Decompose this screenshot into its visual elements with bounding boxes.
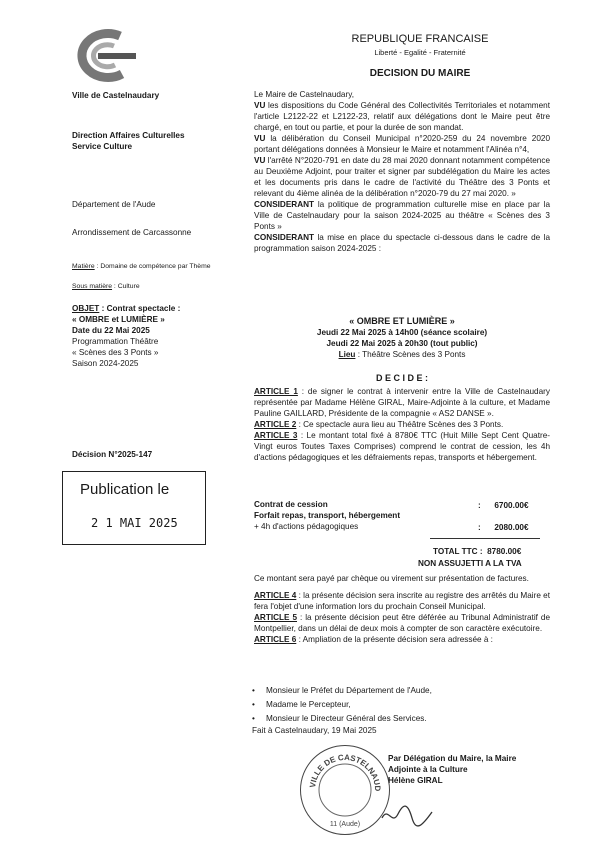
cost-line-2-value: : 2080.00€ bbox=[478, 523, 529, 532]
show-block bbox=[254, 316, 550, 360]
article-text: : Ce spectacle aura lieu au Théâtre Scènes des 3 Ponts. bbox=[296, 420, 504, 429]
departement: Département de l'Aude bbox=[72, 200, 156, 209]
objet-label: OBJET bbox=[72, 304, 100, 313]
city-logo bbox=[70, 26, 140, 84]
republique: REPUBLIQUE FRANCAISE bbox=[351, 33, 489, 45]
seal-text: VILLE DE CASTELNAUD bbox=[308, 752, 383, 792]
cost-label: + 4h d'actions pédagogiques bbox=[254, 522, 359, 531]
article-label: ARTICLE 4 bbox=[254, 591, 297, 600]
decision-title: DECISION DU MAIRE bbox=[369, 68, 471, 79]
prog-line: « Scènes des 3 Ponts » bbox=[72, 348, 159, 357]
show-date: Jeudi 22 Mai 2025 à 14h00 (séance scolaire) bbox=[316, 328, 488, 337]
article-label: ARTICLE 1 bbox=[254, 387, 298, 396]
signature-line: Adjointe à la Culture bbox=[388, 765, 468, 774]
list-item bbox=[252, 699, 548, 710]
service-line: Service Culture bbox=[72, 142, 133, 151]
article-label: ARTICLE 5 bbox=[254, 613, 298, 622]
devise: Liberté - Egalité - Fraternité bbox=[374, 48, 466, 57]
article-label: ARTICLE 6 bbox=[254, 635, 297, 644]
vu-text: la délibération du Conseil Municipal n°2020-259 du 24 novembre 2020 portant délégations données à Monsieur le Maire et notamment l'Alinéa n°4, bbox=[254, 134, 550, 154]
bullet-icon: • bbox=[252, 700, 255, 709]
direction-line: Direction Affaires Culturelles bbox=[72, 131, 185, 140]
show-date: Jeudi 22 Mai 2025 à 20h30 (tout public) bbox=[326, 339, 478, 348]
seal-bottom: 11 (Aude) bbox=[329, 821, 361, 828]
article-label: ARTICLE 2 bbox=[254, 420, 297, 429]
svg-text:VILLE DE CASTELNAUDARY bbox=[301, 746, 382, 792]
payment-note: Ce montant sera payé par chèque ou virement sur présentation de factures. bbox=[254, 574, 529, 583]
cost-line-2-label bbox=[254, 510, 400, 532]
vu-text: les dispositions du Code Général des Collectivités Territoriales et notamment l'article L2122-22 et L2122-23, relatif aux délégations dont le Maire peut être chargé, en tout ou partie, et pour la durée de son mandat. bbox=[254, 101, 550, 132]
total-ttc: TOTAL TTC : 8780.00€ bbox=[433, 547, 522, 556]
signature-block bbox=[388, 753, 558, 786]
prog-line: Saison 2024-2025 bbox=[72, 359, 139, 368]
recipient: Monsieur le Directeur Général des Services. bbox=[266, 714, 427, 723]
fait-line: Fait à Castelnaudary, 19 Mai 2025 bbox=[252, 726, 377, 735]
recipients-list bbox=[252, 685, 548, 724]
recipient: Madame le Percepteur, bbox=[266, 700, 351, 709]
cost-label: Forfait repas, transport, hébergement bbox=[254, 511, 401, 520]
article-text: : Ampliation de la présente décision sera adressée à : bbox=[296, 635, 493, 644]
tva-note: NON ASSUJETTI A LA TVA bbox=[418, 559, 522, 568]
direction-label bbox=[72, 130, 222, 152]
vu-text: l'arrêté N°2020-791 en date du 28 mai 2020 donnant notamment compétence au Deuxième Adjoint, pour traiter et signer par subdélégation du Maire les actes et les documents pris dans le cadre de l'activité du Théâtre des 3 Ponts et relevant du 4ième alinéa de la délibération n°2020-79 du 27 mai 2020. » bbox=[254, 156, 550, 198]
vu-label: VU bbox=[254, 101, 266, 110]
objet-rest: : Contrat spectacle : bbox=[99, 304, 181, 313]
bullet-icon: • bbox=[252, 714, 255, 723]
lieu-label: Lieu bbox=[338, 350, 356, 359]
publication-date: 2 1 MAI 2025 bbox=[91, 516, 178, 530]
considerant-label: CONSIDERANT bbox=[254, 233, 315, 242]
considerant-text: la politique de programmation culturelle mise en place par la Ville de Castelnaudary pour la saison 2024-2025 au théâtre « Scènes des 3 Ponts » bbox=[254, 200, 550, 231]
article-text: : de signer le contrat à intervenir entre la Ville de Castelnaudary représentée par Madame Hélène GIRAL, Maire-Adjointe à la culture, et Madame Pauline GAILLARD, Présidente de la compagnie « AS2 DANSE ». bbox=[254, 387, 550, 418]
articles-1-3 bbox=[254, 386, 550, 463]
objet-date: Date du 22 Mai 2025 bbox=[72, 326, 150, 335]
objet-title: « OMBRE et LUMIÈRE » bbox=[72, 315, 165, 324]
cost-line-1-label: Contrat de cession bbox=[254, 500, 328, 509]
list-item bbox=[252, 685, 548, 696]
show-title: « OMBRE ET LUMIÈRE » bbox=[349, 316, 455, 326]
cost-line-1-value: : 6700.00€ bbox=[478, 501, 529, 510]
city-seal bbox=[300, 745, 390, 835]
decide-heading: D E C I D E : bbox=[375, 373, 428, 383]
decision-number: Décision N°2025-147 bbox=[72, 450, 153, 459]
article-text: : la présente décision peut être déférée au Tribunal Administratif de Montpellier, dans un délai de deux mois à compter de son caractère exécutoire. bbox=[254, 613, 550, 633]
city-name: Ville de Castelnaudary bbox=[72, 91, 160, 100]
articles-4-6 bbox=[254, 573, 550, 645]
total-divider bbox=[430, 538, 540, 539]
arrondissement: Arrondissement de Carcassonne bbox=[72, 228, 192, 237]
article-text: : Le montant total fixé à 8780€ TTC (Huit Mille Sept Cent Quatre-Vingt euros Toutes Taxes Comprises) comprend le contrat de cession, les 4h d'actions pédagogiques et les défraiements repas, transports et hébergement. bbox=[254, 431, 550, 462]
list-item bbox=[252, 713, 548, 724]
publication-stamp bbox=[62, 471, 206, 545]
sous-matiere-label: Sous matière bbox=[72, 283, 113, 290]
sous-matiere bbox=[72, 282, 222, 291]
article-text: : la présente décision sera inscrite au registre des arrêtés du Maire et fera l'objet d'une information lors du prochain Conseil Municipal. bbox=[254, 591, 550, 611]
bullet-icon: • bbox=[252, 686, 255, 695]
signature-line: Par Délégation du Maire, la Maire bbox=[388, 754, 517, 763]
objet-block bbox=[72, 303, 232, 369]
matiere-label: Matière bbox=[72, 263, 95, 270]
recipient: Monsieur le Préfet du Département de l'Aude, bbox=[266, 686, 432, 695]
vu-label: VU bbox=[254, 156, 266, 165]
sous-matiere-value: : Culture bbox=[112, 283, 140, 290]
considerant-text: la mise en place du spectacle ci-dessous dans le cadre de la programmation saison 2024-2025 : bbox=[254, 233, 550, 253]
handwritten-signature bbox=[378, 800, 438, 830]
vu-label: VU bbox=[254, 134, 266, 143]
matiere bbox=[72, 262, 222, 271]
matiere-value: : Domaine de compétence par Thème bbox=[94, 263, 211, 270]
intro: Le Maire de Castelnaudary, bbox=[254, 90, 354, 99]
article-label: ARTICLE 3 bbox=[254, 431, 298, 440]
signature-line: Hélène GIRAL bbox=[388, 776, 443, 785]
publication-label: Publication le bbox=[80, 481, 170, 498]
lieu-value: : Théâtre Scènes des 3 Ponts bbox=[355, 350, 466, 359]
prog-line: Programmation Théâtre bbox=[72, 337, 159, 346]
considerant-label: CONSIDERANT bbox=[254, 200, 315, 209]
preamble bbox=[254, 89, 550, 254]
